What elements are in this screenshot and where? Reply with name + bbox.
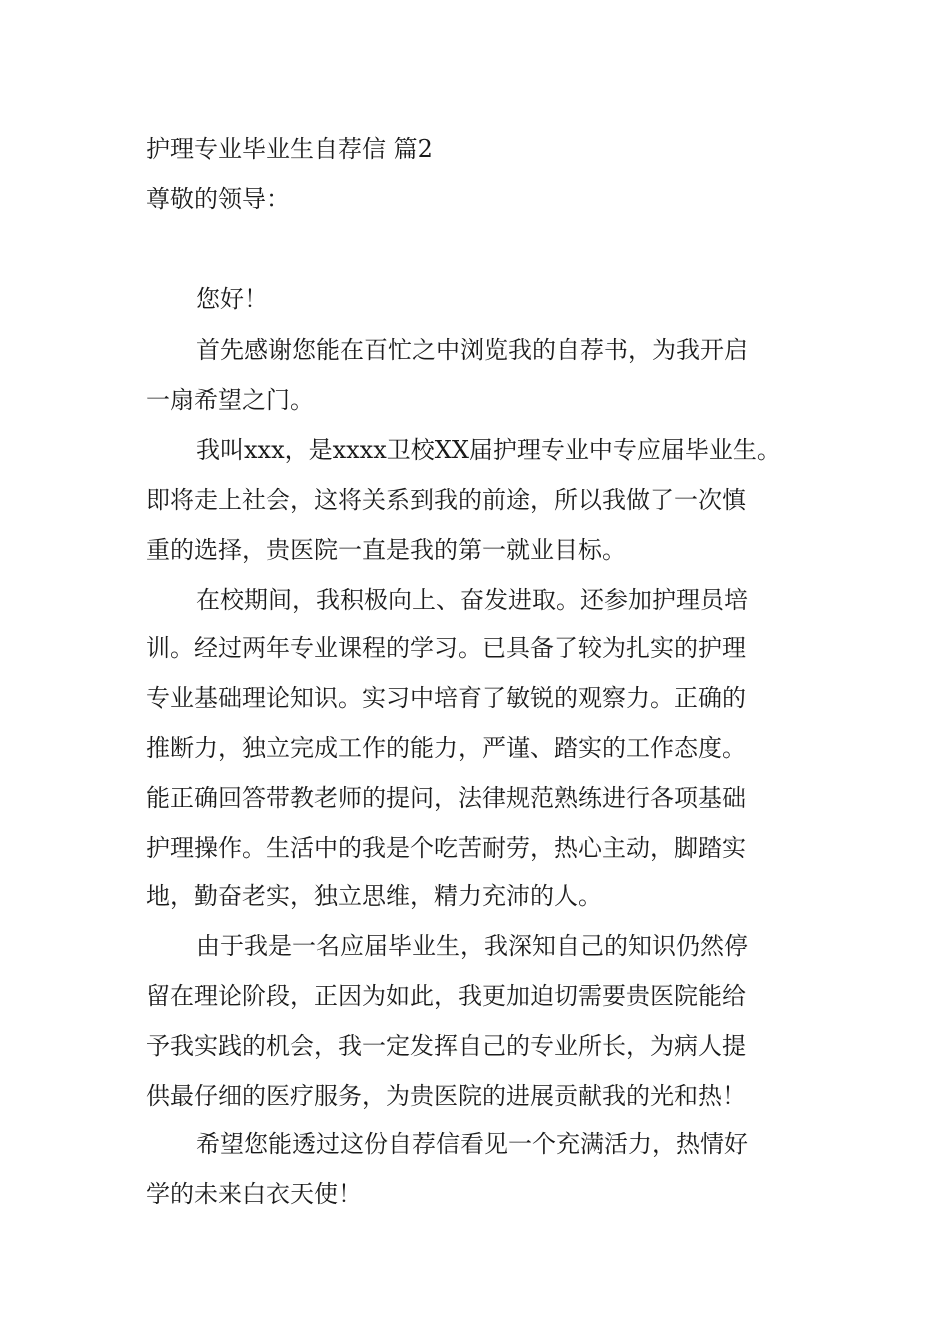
paragraph-line: 一扇希望之门。 [146, 386, 314, 414]
paragraph-line: 首先感谢您能在百忙之中浏览我的自荐书，为我开启 [196, 336, 748, 364]
paragraph-line: 推断力，独立完成工作的能力，严谨、踏实的工作态度。 [146, 734, 746, 762]
paragraph-line: 训。经过两年专业课程的学习。已具备了较为扎实的护理 [146, 634, 746, 662]
greeting: 您好！ [196, 285, 268, 313]
paragraph-line: 能正确回答带教老师的提问，法律规范熟练进行各项基础 [146, 784, 746, 812]
paragraph-line: 地，勤奋老实，独立思维，精力充沛的人。 [146, 882, 602, 910]
paragraph-line: 予我实践的机会，我一定发挥自己的专业所长，为病人提 [146, 1032, 746, 1060]
paragraph-line: 希望您能透过这份自荐信看见一个充满活力，热情好 [196, 1130, 748, 1158]
paragraph-line: 在校期间，我积极向上、奋发进取。还参加护理员培 [196, 586, 748, 614]
paragraph-line: 护理操作。生活中的我是个吃苦耐劳，热心主动，脚踏实 [146, 834, 746, 862]
paragraph-line: 重的选择，贵医院一直是我的第一就业目标。 [146, 536, 626, 564]
paragraph-line: 我叫xxx，是xxxx卫校XX届护理专业中专应届毕业生。 [196, 436, 781, 464]
paragraph-line: 供最仔细的医疗服务，为贵医院的进展贡献我的光和热！ [146, 1082, 746, 1110]
document-title: 护理专业毕业生自荐信 篇2 [146, 135, 433, 163]
paragraph-line: 留在理论阶段，正因为如此，我更加迫切需要贵医院能给 [146, 982, 746, 1010]
paragraph-line: 即将走上社会，这将关系到我的前途，所以我做了一次慎 [146, 486, 746, 514]
paragraph-line: 学的未来白衣天使！ [146, 1180, 362, 1208]
salutation: 尊敬的领导： [146, 185, 290, 213]
paragraph-line: 由于我是一名应届毕业生，我深知自己的知识仍然停 [196, 932, 748, 960]
paragraph-line: 专业基础理论知识。实习中培育了敏锐的观察力。正确的 [146, 684, 746, 712]
